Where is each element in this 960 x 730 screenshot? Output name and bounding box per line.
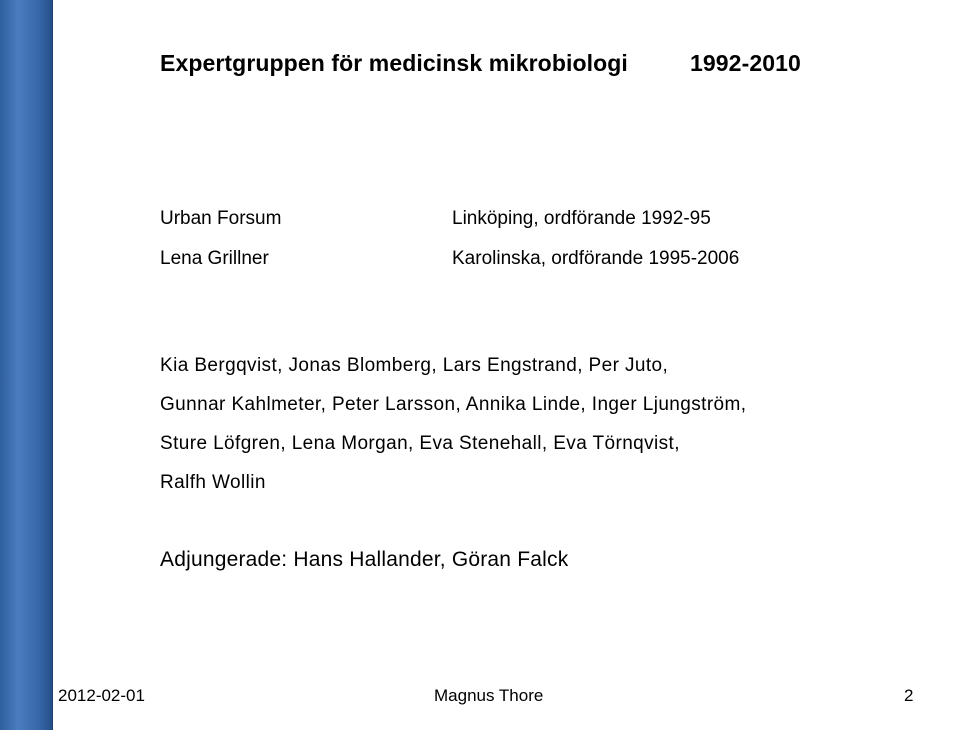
slide-title (160, 50, 801, 77)
page-number: 2 (904, 686, 914, 705)
member-line: Sture Löfgren, Lena Morgan, Eva Stenehall, Eva Törnqvist, (160, 433, 680, 454)
member-list (160, 354, 746, 510)
chair-role: Linköping, ordförande 1992-95 (452, 208, 711, 229)
footer-author: Magnus Thore (434, 686, 544, 705)
slide-side-bar (0, 0, 53, 730)
chair-name: Urban Forsum (160, 208, 282, 229)
member-line: Gunnar Kahlmeter, Peter Larsson, Annika Linde, Inger Ljungström, (160, 394, 747, 415)
title-period: 1992-2010 (690, 50, 801, 76)
chair-role: Karolinska, ordförande 1995-2006 (452, 248, 740, 269)
footer-date: 2012-02-01 (58, 686, 145, 705)
chair-name: Lena Grillner (160, 248, 269, 269)
member-line: Ralfh Wollin (160, 472, 266, 493)
title-text: Expertgruppen för medicinsk mikrobiologi (160, 50, 628, 76)
member-line: Kia Bergqvist, Jonas Blomberg, Lars Engstrand, Per Juto, (160, 355, 669, 376)
adjunct-members: Adjungerade: Hans Hallander, Göran Falck (160, 548, 569, 571)
